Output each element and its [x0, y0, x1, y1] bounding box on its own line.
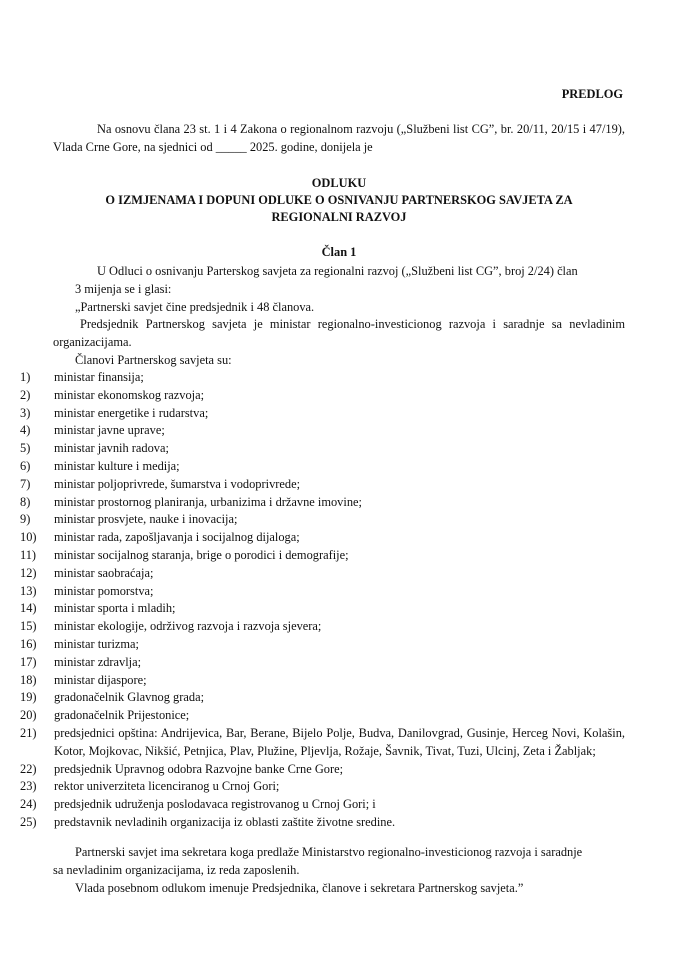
list-item-text: predsjednik Upravnog odobra Razvojne banke Crne Gore;	[54, 761, 344, 776]
list-item-number: 18)	[20, 672, 37, 687]
list-item-number: 10)	[20, 530, 37, 545]
list-item-text: ministar saobraćaja;	[54, 565, 154, 580]
list-item-number: 8)	[20, 494, 31, 509]
list-item	[20, 654, 625, 672]
article-body	[53, 263, 625, 370]
list-item-text: ministar javne uprave;	[54, 423, 165, 438]
title-line-1: ODLUKU	[311, 176, 367, 190]
list-item-text: predsjednici opština: Andrijevica, Bar, Berane, Bijelo Polje, Budva, Danilovgrad, Gusinje, Herceg Novi, Kolašin, Kotor, Mojkovac, Nikšić, Petnjica, Plav, Plužine, Pljevlja, Rožaje, Šavnik, Tivat, Tuzi, Ulcinj, Zeta i Žabljak;	[54, 725, 625, 758]
article-heading: Član 1	[321, 245, 357, 259]
list-item-text: ministar kulture i medija;	[54, 458, 180, 473]
list-item	[20, 476, 625, 494]
list-item	[20, 458, 625, 476]
list-item	[20, 422, 625, 440]
list-item-number: 21)	[20, 725, 37, 740]
list-item-number: 13)	[20, 583, 37, 598]
list-item-text: gradonačelnik Prijestonice;	[54, 708, 190, 723]
list-item-text: ministar zdravlja;	[54, 654, 142, 669]
list-item-text: ministar poljoprivrede, šumarstva i vodoprivrede;	[54, 476, 301, 491]
list-item-number: 16)	[20, 636, 37, 651]
list-item-text: ministar rada, zapošljavanja i socijalnog dijaloga;	[54, 530, 300, 545]
list-item-text: ministar socijalnog staranja, brige o porodici i demografije;	[54, 547, 349, 562]
article-p4: Članovi Partnerskog savjeta su:	[75, 352, 232, 367]
list-item-number: 5)	[20, 441, 31, 456]
list-item-number: 6)	[20, 458, 31, 473]
closing-p2: Vlada posebnom odlukom imenuje Predsjednika, članove i sekretara Partnerskog savjeta.”	[75, 880, 524, 895]
article-p1a: U Odluci o osnivanju Parterskog savjeta za regionalni razvoj („Službeni list CG”, broj 2/24) član	[97, 264, 578, 278]
list-item-text: rektor univerziteta licenciranog u Crnoj Gori;	[54, 779, 280, 794]
list-item-number: 12)	[20, 565, 37, 580]
list-item-text: ministar pomorstva;	[54, 583, 154, 598]
predlog-label: PREDLOG	[561, 87, 623, 101]
list-item-text: ministar energetike i rudarstva;	[54, 405, 209, 420]
list-item	[20, 565, 625, 583]
list-item	[20, 494, 625, 512]
list-item-text: ministar prosvjete, nauke i inovacija;	[54, 512, 238, 527]
list-item	[20, 547, 625, 565]
list-item-number: 3)	[20, 405, 31, 420]
list-item-number: 22)	[20, 761, 37, 776]
list-item-number: 19)	[20, 690, 37, 705]
list-item	[20, 725, 625, 761]
list-item-text: ministar ekonomskog razvoja;	[54, 387, 205, 402]
list-item	[20, 761, 625, 779]
title-line-3: REGIONALNI RAZVOJ	[271, 210, 407, 224]
list-item-number: 23)	[20, 779, 37, 794]
list-item-number: 24)	[20, 797, 37, 812]
closing-p1b: sa nevladinim organizacijama, iz reda zaposlenih.	[53, 862, 300, 877]
list-item	[20, 600, 625, 618]
list-item	[20, 796, 625, 814]
article-p3: Predsjednik Partnerskog savjeta je ministar regionalno-investicionog razvoja i saradnje sa nevladinim organizacijama.	[53, 317, 625, 350]
list-item-number: 14)	[20, 601, 37, 616]
list-item-number: 1)	[20, 370, 31, 384]
list-item	[20, 529, 625, 547]
intro-text: Na osnovu člana 23 st. 1 i 4 Zakona o regionalnom razvoju („Službeni list CG”, br. 20/11, 20/15 i 47/19), Vlada Crne Gore, na sjednici od _____ 2025. godine, donijela je	[53, 122, 625, 154]
list-item	[20, 689, 625, 707]
list-item-text: ministar dijaspore;	[54, 672, 147, 687]
list-item-number: 20)	[20, 708, 37, 723]
list-item-number: 25)	[20, 814, 37, 829]
list-item	[20, 814, 625, 832]
list-item	[20, 636, 625, 654]
list-item-number: 4)	[20, 423, 31, 438]
list-item	[20, 707, 625, 725]
closing-p1a: Partnerski savjet ima sekretara koga predlaže Ministarstvo regionalno-investicionog razvoja i saradnje	[75, 845, 583, 859]
list-item	[20, 440, 625, 458]
list-item	[20, 511, 625, 529]
list-item-number: 7)	[20, 476, 31, 491]
intro-paragraph	[53, 121, 625, 157]
article-p1b: 3 mijenja se i glasi:	[75, 281, 172, 296]
list-item-text: ministar javnih radova;	[54, 441, 169, 456]
list-item-text: gradonačelnik Glavnog grada;	[54, 690, 205, 705]
list-item-text: ministar prostornog planiranja, urbanizima i državne imovine;	[54, 494, 362, 509]
list-item	[20, 369, 625, 387]
list-item-text: ministar turizma;	[54, 636, 139, 651]
list-item-text: ministar sporta i mladih;	[54, 601, 176, 616]
list-item-number: 9)	[20, 512, 31, 527]
article-p2: „Partnerski savjet čine predsjednik i 48 članova.	[75, 299, 315, 314]
list-item-text: predstavnik nevladinih organizacija iz oblasti zaštite životne sredine.	[54, 814, 396, 829]
list-item	[20, 405, 625, 423]
list-item	[20, 387, 625, 405]
list-item-text: ministar ekologije, održivog razvoja i razvoja sjevera;	[54, 619, 322, 634]
list-item-number: 17)	[20, 654, 37, 669]
list-item-text: predsjednik udruženja poslodavaca registrovanog u Crnoj Gori; i	[54, 797, 376, 812]
list-item-text: ministar finansija;	[54, 370, 144, 384]
title-line-2: O IZMJENAMA I DOPUNI ODLUKE O OSNIVANJU PARTNERSKOG SAVJETA ZA	[105, 193, 573, 207]
list-item	[20, 672, 625, 690]
list-item	[20, 778, 625, 796]
list-item	[20, 618, 625, 636]
list-item	[20, 583, 625, 601]
list-item-number: 11)	[20, 547, 37, 562]
closing-section	[53, 844, 625, 897]
decision-title	[53, 175, 625, 226]
list-item-number: 2)	[20, 387, 31, 402]
list-item-number: 15)	[20, 619, 37, 634]
members-list	[20, 369, 625, 832]
